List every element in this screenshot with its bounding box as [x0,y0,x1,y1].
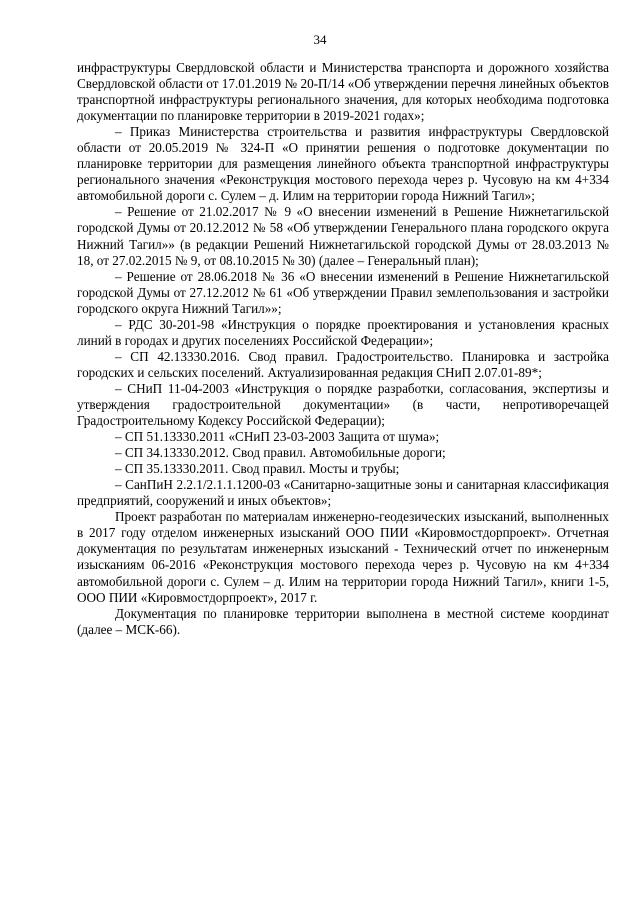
paragraph-surveys: Проект разработан по материалам инженерно-геодезических изысканий, выполненных в 2017 году отделом инженерных изысканий ООО ПИИ «Кировмостдорпроект». Отчетная документация по результатам инженерных изысканий - Технический отчет по инженерным изысканиям 06-2016 «Реконструкция мостового перехода через р. Чусовую на км 4+334 автомобильной дороги с. Сулем – д. Илим на территории города Нижний Тагил», книги 1-5, ООО ПИИ «Кировмостдорпроект», 2017 г. [77,509,609,605]
list-item-order-324p: – Приказ Министерства строительства и развития инфраструктуры Свердловской области от 20.05.2019 № 324-П «О принятии решения о подготовке документации по планировке территории для размещения линейного объекта транспортной инфраструктуры регионального значения «Реконструкция мостового перехода через р. Чусовую на км 4+334 автомобильной дороги с. Сулем – д. Илим на территории города Нижний Тагил»; [77,124,609,204]
list-item-sanpin: – СанПиН 2.2.1/2.1.1.1200-03 «Санитарно-защитные зоны и санитарная классификация предприятий, сооружений и иных объектов»; [77,477,609,509]
list-item-decision-9: – Решение от 21.02.2017 № 9 «О внесении изменений в Решение Нижнетагильской городской Думы от 20.12.2012 № 58 «Об утверждении Генерального плана городского округа Нижний Тагил»» (в редакции Решений Нижнетагильской городской Думы от 28.03.2013 № 18, от 27.02.2015 № 9, от 08.10.2015 № 30) (далее – Генеральный план); [77,204,609,268]
paragraph-continuation: инфраструктуры Свердловской области и Министерства транспорта и дорожного хозяйства Свердловской области от 17.01.2019 № 20-П/14 «Об утверждении перечня линейных объектов транспортной инфраструктуры регионального значения, для которых необходима подготовка документации по планировке территории в 2019-2021 годах»; [77,60,609,124]
paragraph-coordinate-system: Документация по планировке территории выполнена в местной системе координат (далее – МСК-66). [77,605,609,637]
list-item-snip-11-04: – СНиП 11-04-2003 «Инструкция о порядке разработки, согласования, экспертизы и утверждения градостроительной документации» (в части, непротиворечащей Градостроительному Кодексу Российской Федерации); [77,380,609,429]
list-item-sp-42: – СП 42.13330.2016. Свод правил. Градостроительство. Планировка и застройка городских и сельских поселений. Актуализированная редакция СНиП 2.07.01-89*; [77,348,609,380]
list-item-rds-30-201-98: – РДС 30-201-98 «Инструкция о порядке проектирования и установления красных линий в городах и других поселениях Российской Федерации»; [77,316,609,348]
list-item-sp-34: – СП 34.13330.2012. Свод правил. Автомобильные дороги; [115,445,446,461]
page-number: 34 [313,32,327,47]
document-body [77,60,609,638]
list-item-sp-35: – СП 35.13330.2011. Свод правил. Мосты и трубы; [115,461,400,477]
list-item-decision-36: – Решение от 28.06.2018 № 36 «О внесении изменений в Решение Нижнетагильской городской Думы от 27.12.2012 № 61 «Об утверждении Правил землепользования и застройки городского округа Нижний Тагил»»; [77,268,609,316]
list-item-sp-51: – СП 51.13330.2011 «СНиП 23-03-2003 Защита от шума»; [115,429,440,445]
